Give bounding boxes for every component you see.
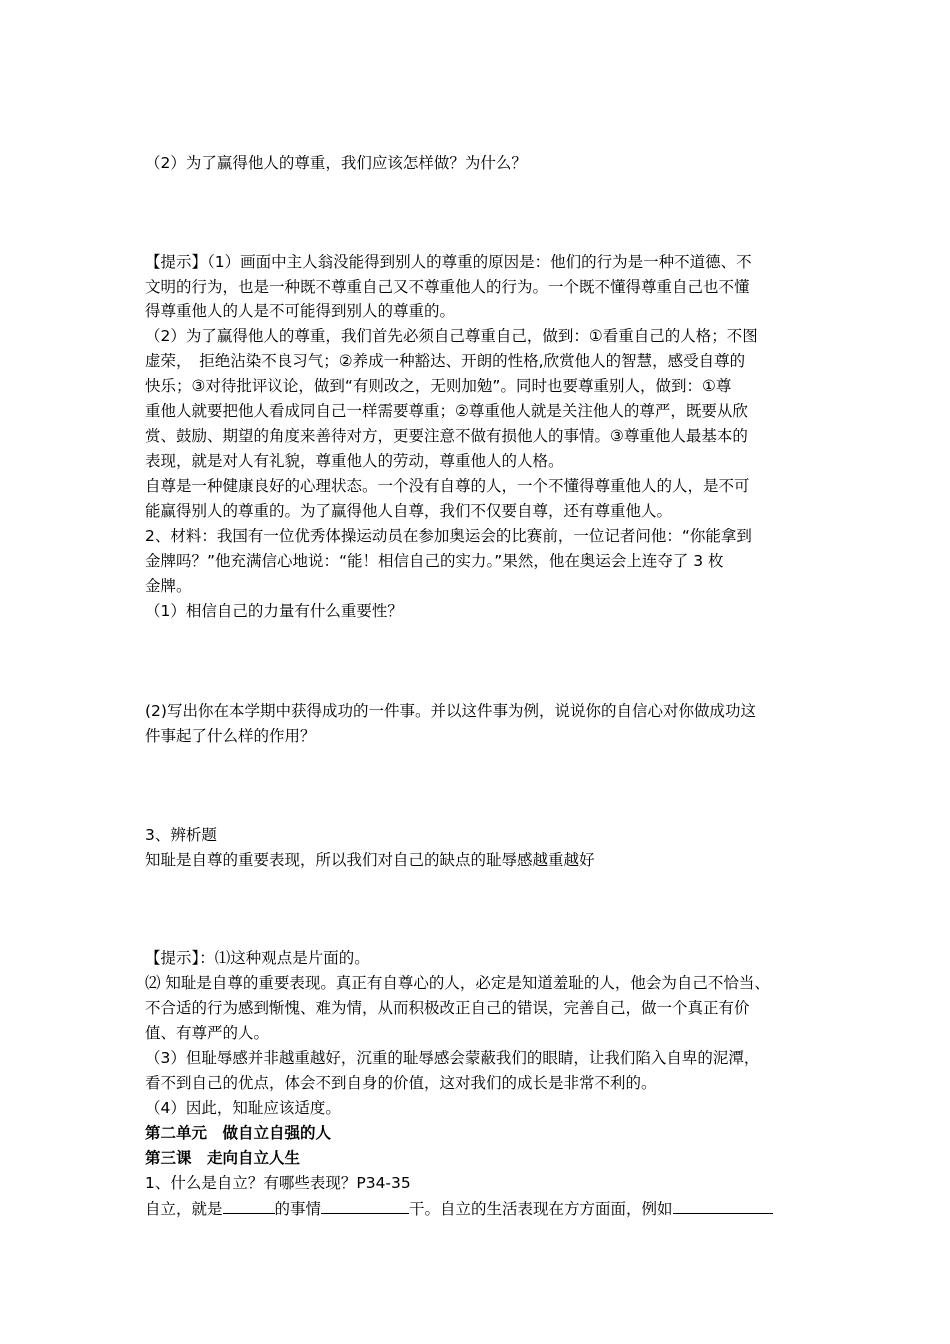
- fill-in-line: [145, 1198, 773, 1219]
- hint-line: 文明的行为，也是一种既不尊重自己又不尊重他人的行为。一个既不懂得尊重自己也不懂: [145, 278, 750, 296]
- question-line: 件事起了什么样的作用？: [145, 727, 316, 745]
- material-line: 金牌吗？”他充满信心地说：“能！相信自己的实力。”果然，他在奥运会上连夺了 3 枚: [145, 552, 724, 570]
- question-3-statement: 知耻是自尊的重要表现，所以我们对自己的缺点的耻辱感越重越好: [145, 851, 595, 869]
- hint-line: 快乐；③对待批评议论，做到“有则改之，无则加勉”。同时也要尊重别人，做到：①尊: [145, 377, 732, 395]
- hint-line: 【提示】（1）画面中主人翁没能得到别人的尊重的原因是：他们的行为是一种不道德、不: [145, 253, 752, 271]
- hint-line: 得尊重他人的人是不可能得到别人的尊重的。: [145, 302, 456, 320]
- material-line: 金牌。: [145, 577, 192, 595]
- material-line: 2、材料：我国有一位优秀体操运动员在参加奥运会的比赛前，一位记者问他：“你能拿到: [145, 527, 752, 545]
- fill-in-text: 干。自立的生活表现在方方面面，例如: [409, 1200, 673, 1218]
- hint-line: （4）因此，知耻应该适度。: [145, 1099, 341, 1117]
- hint-line: 【提示】：⑴这种观点是片面的。: [145, 949, 370, 967]
- fill-in-text: 的事情: [274, 1200, 322, 1218]
- hint-line: 能赢得别人的尊重的。为了赢得他人自尊，我们不仅要自尊，还有尊重他人。: [145, 502, 673, 520]
- question-independence: 1、什么是自立？有哪些表现？P34-35: [145, 1174, 411, 1192]
- hint-line: ⑵ 知耻是自尊的重要表现。真正有自尊心的人，必定是知道羞耻的人，他会为自己不恰当、: [145, 974, 770, 992]
- blank-2[interactable]: [321, 1198, 409, 1214]
- unit-title: 第二单元 做自立自强的人: [145, 1124, 332, 1142]
- hint-line: 不合适的行为感到惭愧、难为情，从而积极改正自己的错误，完善自己，做一个真正有价: [145, 999, 750, 1017]
- question-line: (2)写出你在本学期中获得成功的一件事。并以这件事为例，说说你的自信心对你做成功这: [145, 702, 756, 720]
- hint-line: 自尊是一种健康良好的心理状态。一个没有自尊的人，一个不懂得尊重他人的人，是不可: [145, 477, 750, 495]
- question-part-2: （2）为了赢得他人的尊重，我们应该怎样做？为什么？: [145, 154, 527, 172]
- hint-line: 虚荣， 拒绝沾染不良习气；②养成一种豁达、开朗的性格,欣赏他人的智慧，感受自尊的: [145, 352, 746, 370]
- question-3-title: 3、辨析题: [145, 826, 217, 844]
- fill-in-text: 自立，就是: [145, 1200, 223, 1218]
- question-line: （1）相信自己的力量有什么重要性？: [145, 602, 403, 620]
- blank-1[interactable]: [223, 1198, 275, 1214]
- lesson-title: 第三课 走向自立人生: [145, 1149, 301, 1167]
- hint-line: （3）但耻辱感并非越重越好，沉重的耻辱感会蒙蔽我们的眼睛，让我们陷入自卑的泥潭，: [145, 1049, 760, 1067]
- hint-line: 重他人就要把他人看成同自己一样需要尊重；②尊重他人就是关注他人的尊严，既要从欣: [145, 402, 748, 420]
- hint-line: 表现，就是对人有礼貌，尊重他人的劳动，尊重他人的人格。: [145, 452, 564, 470]
- hint-line: （2）为了赢得他人的尊重，我们首先必须自己尊重自己，做到：①看重自己的人格；不图: [145, 327, 758, 345]
- hint-line: 看不到自己的优点，体会不到自身的价值，这对我们的成长是非常不利的。: [145, 1074, 657, 1092]
- hint-line: 值、有尊严的人。: [145, 1024, 270, 1042]
- blank-3[interactable]: [673, 1198, 773, 1214]
- hint-line: 赏、鼓励、期望的角度来善待对方，更要注意不做有损他人的事情。③尊重他人最基本的: [145, 427, 748, 445]
